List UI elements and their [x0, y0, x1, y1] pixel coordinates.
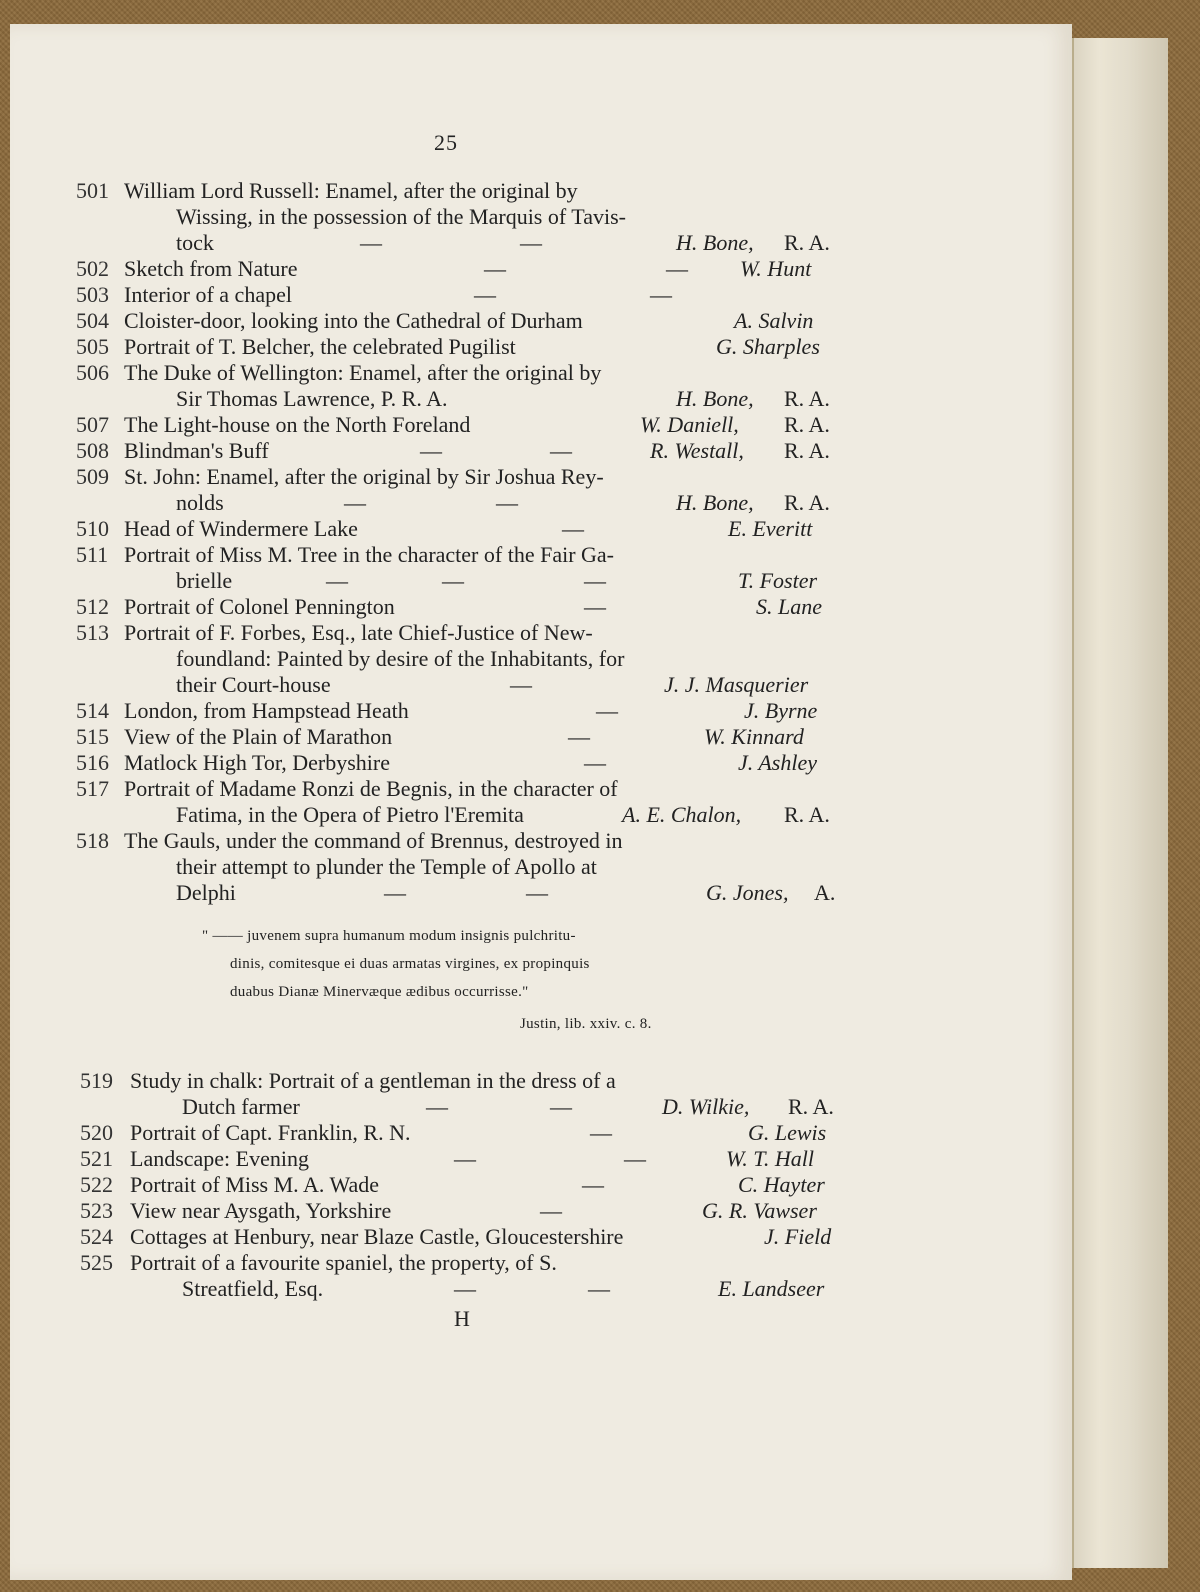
- entry-artist: J. Byrne: [744, 698, 818, 723]
- entry-title: Portrait of Miss M. Tree in the character of the Fair Ga-: [124, 542, 614, 567]
- dash: —: [454, 1146, 476, 1171]
- entry-title: tock: [176, 230, 214, 255]
- entry-artist: H. Bone,: [676, 230, 754, 255]
- entry-rank: R. A.: [784, 802, 830, 827]
- entry-artist: J. J. Masquerier: [664, 672, 809, 697]
- dash: —: [540, 1198, 562, 1223]
- entry-artist: S. Lane: [756, 594, 822, 619]
- entry-title: Portrait of T. Belcher, the celebrated Pugilist: [124, 334, 516, 359]
- entry-artist: W. T. Hall: [726, 1146, 815, 1171]
- entry-artist: R. Westall,: [650, 438, 744, 463]
- dash: —: [426, 1094, 448, 1119]
- entry-number: 516: [76, 750, 109, 775]
- entry-artist: G. Sharples: [716, 334, 820, 359]
- dash: —: [442, 568, 464, 593]
- entry-artist: J. Field: [764, 1224, 832, 1249]
- dash: —: [360, 230, 382, 255]
- quote-line: " —— juvenem supra humanum modum insignis pulchritu-: [202, 928, 576, 944]
- page-edges: [1070, 38, 1168, 1568]
- signature-mark: H: [454, 1306, 470, 1331]
- entry-artist: J. Ashley: [738, 750, 818, 775]
- quote-line: dinis, comitesque ei duas armatas virgines, ex propinquis: [230, 956, 590, 972]
- dash: —: [596, 698, 618, 723]
- dash: —: [582, 1172, 604, 1197]
- entry-title: Fatima, in the Opera of Pietro l'Eremita: [176, 802, 524, 827]
- quote-source: Justin, lib. xxiv. c. 8.: [520, 1016, 652, 1032]
- entry-title: their Court-house: [176, 672, 331, 697]
- entry-number: 508: [76, 438, 109, 463]
- entry-artist: W. Hunt: [740, 256, 812, 281]
- entry-artist: T. Foster: [738, 568, 818, 593]
- page-number: 25: [434, 130, 458, 155]
- dash: —: [510, 672, 532, 697]
- entry-title: View of the Plain of Marathon: [124, 724, 393, 749]
- entry-title: Sir Thomas Lawrence, P. R. A.: [176, 386, 448, 411]
- dash: —: [520, 230, 542, 255]
- entry-title: Matlock High Tor, Derbyshire: [124, 750, 391, 775]
- entry-title: Cottages at Henbury, near Blaze Castle, Gloucestershire: [130, 1224, 624, 1249]
- dash: —: [474, 282, 496, 307]
- quote-line: duabus Dianæ Minervæque ædibus occurrisse.": [230, 984, 529, 1000]
- entry-artist: W. Kinnard: [704, 724, 804, 749]
- dash: —: [484, 256, 506, 281]
- entry-number: 515: [76, 724, 109, 749]
- entry-number: 521: [80, 1146, 113, 1171]
- entry-title: Portrait of Capt. Franklin, R. N.: [130, 1120, 411, 1145]
- entry-number: 504: [76, 308, 109, 333]
- entry-rank: A.: [814, 880, 836, 905]
- entry-title: Blindman's Buff: [124, 438, 269, 463]
- entry-rank: R. A.: [784, 490, 830, 515]
- dash: —: [326, 568, 348, 593]
- dash: —: [496, 490, 518, 515]
- dash: —: [384, 880, 406, 905]
- dash: —: [526, 880, 548, 905]
- entry-title: Delphi: [176, 880, 236, 905]
- dash: —: [550, 438, 572, 463]
- entry-number: 514: [76, 698, 109, 723]
- dash: —: [550, 1094, 572, 1119]
- entry-title: The Duke of Wellington: Enamel, after the original by: [124, 360, 602, 385]
- entry-title: foundland: Painted by desire of the Inhabitants, for: [176, 646, 625, 671]
- entry-title: Wissing, in the possession of the Marquis of Tavis-: [176, 204, 626, 229]
- entry-title: Interior of a chapel: [124, 282, 292, 307]
- entry-number: 506: [76, 360, 109, 385]
- entry-number: 519: [80, 1068, 113, 1093]
- entry-title: their attempt to plunder the Temple of Apollo at: [176, 854, 597, 879]
- dash: —: [584, 750, 606, 775]
- entry-number: 510: [76, 516, 109, 541]
- entry-artist: C. Hayter: [738, 1172, 825, 1197]
- entry-title: The Light-house on the North Foreland: [124, 412, 471, 437]
- dash: —: [584, 594, 606, 619]
- entry-title: Sketch from Nature: [124, 256, 298, 281]
- entry-title: brielle: [176, 568, 233, 593]
- dash: —: [584, 568, 606, 593]
- dash: —: [568, 724, 590, 749]
- entry-number: 524: [80, 1224, 113, 1249]
- entry-number: 502: [76, 256, 109, 281]
- dash: —: [420, 438, 442, 463]
- entry-number: 518: [76, 828, 109, 853]
- entry-title: St. John: Enamel, after the original by Sir Joshua Rey-: [124, 464, 604, 489]
- entry-number: 505: [76, 334, 109, 359]
- entry-artist: A. E. Chalon,: [622, 802, 742, 827]
- entry-title: Head of Windermere Lake: [124, 516, 358, 541]
- dash: —: [344, 490, 366, 515]
- dash: —: [588, 1276, 610, 1301]
- entry-artist: G. Lewis: [748, 1120, 827, 1145]
- entry-title: Portrait of Madame Ronzi de Begnis, in the character of: [124, 776, 618, 801]
- dash: —: [454, 1276, 476, 1301]
- dash: —: [590, 1120, 612, 1145]
- entry-title: London, from Hampstead Heath: [124, 698, 409, 723]
- dash: —: [624, 1146, 646, 1171]
- entry-title: Portrait of Miss M. A. Wade: [130, 1172, 379, 1197]
- entry-rank: R. A.: [784, 438, 830, 463]
- entry-title: Dutch farmer: [182, 1094, 300, 1119]
- dash: —: [562, 516, 584, 541]
- entry-number: 520: [80, 1120, 113, 1145]
- entry-title: The Gauls, under the command of Brennus, destroyed in: [124, 828, 623, 853]
- dash: —: [666, 256, 688, 281]
- entry-artist: A. Salvin: [734, 308, 814, 333]
- entry-artist: H. Bone,: [676, 386, 754, 411]
- entry-number: 525: [80, 1250, 113, 1275]
- entry-title: Study in chalk: Portrait of a gentleman in the dress of a: [130, 1068, 616, 1093]
- entry-title: Portrait of Colonel Pennington: [124, 594, 395, 619]
- entry-rank: R. A.: [788, 1094, 834, 1119]
- entry-title: Cloister-door, looking into the Cathedral of Durham: [124, 308, 583, 333]
- entry-number: 512: [76, 594, 109, 619]
- entry-rank: R. A.: [784, 386, 830, 411]
- entry-artist: W. Daniell,: [640, 412, 739, 437]
- entry-artist: G. R. Vawser: [702, 1198, 817, 1223]
- entry-number: 503: [76, 282, 109, 307]
- entry-number: 523: [80, 1198, 113, 1223]
- entry-artist: E. Landseer: [718, 1276, 825, 1301]
- entry-number: 522: [80, 1172, 113, 1197]
- entry-rank: R. A.: [784, 230, 830, 255]
- entry-number: 501: [76, 178, 109, 203]
- entry-title: Streatfield, Esq.: [182, 1276, 324, 1301]
- entry-title: View near Aysgath, Yorkshire: [130, 1198, 392, 1223]
- entry-rank: R. A.: [784, 412, 830, 437]
- entry-title: nolds: [176, 490, 224, 515]
- page: [10, 24, 1072, 1580]
- entry-title: Landscape: Evening: [130, 1146, 309, 1171]
- entry-number: 507: [76, 412, 109, 437]
- entry-number: 509: [76, 464, 109, 489]
- entry-artist: E. Everitt: [728, 516, 813, 541]
- entry-artist: D. Wilkie,: [662, 1094, 750, 1119]
- entry-title: Portrait of F. Forbes, Esq., late Chief-Justice of New-: [124, 620, 593, 645]
- entry-number: 511: [76, 542, 109, 567]
- entry-title: William Lord Russell: Enamel, after the original by: [124, 178, 578, 203]
- entry-title: Portrait of a favourite spaniel, the property, of S.: [130, 1250, 557, 1275]
- entry-artist: G. Jones,: [706, 880, 789, 905]
- dash: —: [650, 282, 672, 307]
- entry-number: 517: [76, 776, 109, 801]
- entry-artist: H. Bone,: [676, 490, 754, 515]
- entry-number: 513: [76, 620, 109, 645]
